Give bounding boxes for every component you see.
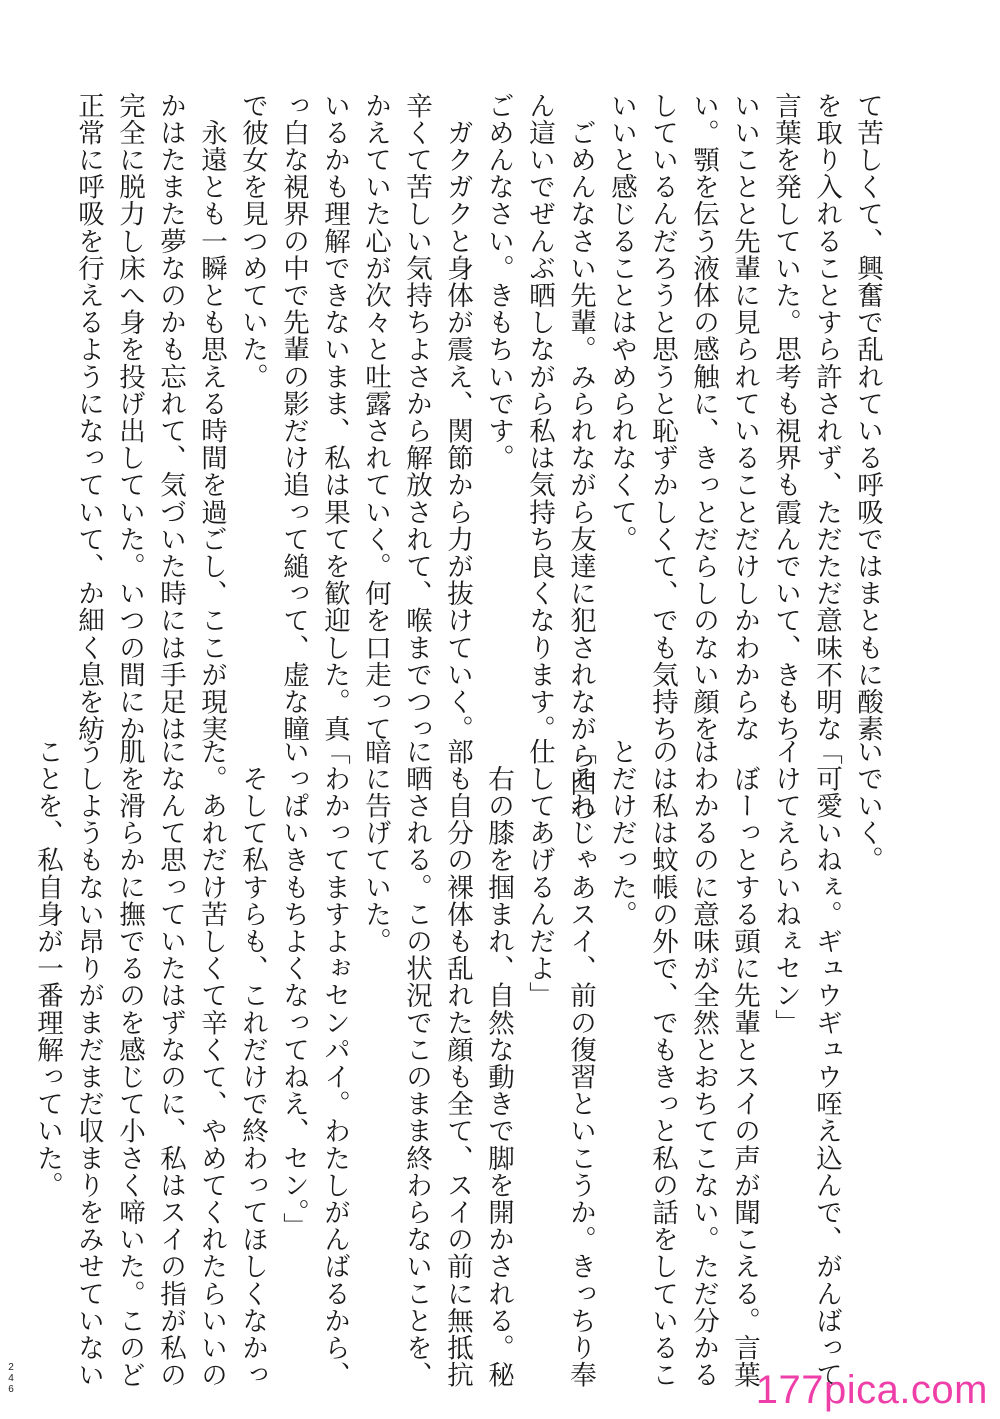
lower-text-block: [32, 738, 888, 1389]
page-number: [0, 1362, 22, 1395]
text-column: た。あれだけ苦しくて辛くて、やめてくれたらいいの: [196, 738, 227, 1389]
page-number-digit: 6: [8, 1384, 14, 1395]
text-column: そして私すらも、これだけで終わってほしくなかっ: [237, 738, 268, 1389]
text-column: ガクガクと身体が震え、関節から力が抜けていく。: [442, 92, 473, 743]
text-column: イけてえらいねぇセン」: [770, 738, 801, 1037]
text-column: 辛くて苦しい気持ちよさから解放されて、喉までつっ: [401, 92, 432, 743]
text-column: かはたまた夢なのかも忘れて、気づいた時には手足は: [155, 92, 186, 743]
text-column: ごめんなさい。きもちいです。: [483, 92, 514, 472]
page-number-digit: 4: [8, 1373, 14, 1384]
text-column: 仕してあげるんだよ」: [524, 738, 555, 1009]
text-column: とだけだった。: [606, 738, 637, 928]
text-column: いるかも理解できないまま、私は果てを歓迎した。真: [319, 92, 350, 743]
text-column: 暗に告げていた。: [360, 738, 391, 955]
text-column: っ白な視界の中で先輩の影だけ追って縋って、虚な瞳: [278, 92, 309, 743]
text-column: ん這いでぜんぶ晒しながら私は気持ち良くなります。: [524, 92, 555, 743]
text-column: いっぱいきもちよくなってねえ、セン。」: [278, 738, 309, 1240]
text-column: ぼーっとする頭に先輩とスイの声が聞こえる。言葉: [729, 738, 760, 1389]
text-column: うしようもない昂りがまだまだ収まりをみせていない: [73, 738, 104, 1389]
text-column: 「可愛いねぇ。ギュウギュウ咥え込んで、がんばって: [811, 738, 842, 1389]
text-column: 右の膝を掴まれ、自然な動きで脚を開かされる。秘: [483, 738, 514, 1389]
text-column: いいことと先輩に見られていることだけしかわからな: [729, 92, 760, 743]
page-number-digit: 2: [8, 1362, 14, 1373]
text-column: 正常に呼吸を行えるようになっていて、か細く息を紡: [73, 92, 104, 743]
text-column: い。顎を伝う液体の感触に、きっとだらしのない顔を: [688, 92, 719, 743]
text-column: 肌を滑らかに撫でるのを感じて小さく啼いた。このど: [114, 738, 145, 1389]
text-column: 言葉を発していた。思考も視界も霞んでいて、きもち: [770, 92, 801, 743]
text-column: 完全に脱力し床へ身を投げ出していた。いつの間にか: [114, 92, 145, 743]
text-column: しているんだろうと思うと恥ずかしくて、でも気持ち: [647, 92, 678, 743]
text-column: いでいく。: [852, 738, 883, 874]
text-column: 「それじゃあスイ、前の復習といこうか。きっちり奉: [565, 738, 596, 1389]
text-column: いいと感じることはやめられなくて。: [606, 92, 637, 553]
text-column: ごめんなさい先輩。みられながら友達に犯されながら四つ: [565, 92, 596, 824]
text-column: ことを、私自身が一番理解っていた。: [32, 738, 63, 1199]
text-column: を取り入れることすら許されず、ただただ意味不明な: [811, 92, 842, 743]
text-column: て苦しくて、興奮で乱れている呼吸ではまともに酸素: [852, 92, 883, 743]
text-column: 部も自分の裸体も乱れた顔も全て、スイの前に無抵抗: [442, 738, 473, 1389]
text-column: かえていた心が次々と吐露されていく。何を口走って: [360, 92, 391, 743]
text-column: に晒される。この状況でこのまま終わらないことを、: [401, 738, 432, 1389]
text-column: になんて思っていたはずなのに、私はスイの指が私の: [155, 738, 186, 1389]
text-column: 永遠とも一瞬とも思える時間を過ごし、ここが現実: [196, 92, 227, 743]
text-column: のは私は蚊帳の外で、でもきっと私の話をしているこ: [647, 738, 678, 1389]
text-column: はわかるのに意味が全然とおちてこない。ただ分かる: [688, 738, 719, 1389]
text-column: で彼女を見つめていた。: [237, 92, 268, 391]
text-column: 「わかってますよぉセンパイ。わたしがんばるから、: [319, 738, 350, 1389]
watermark-link[interactable]: 177pica.com: [755, 1368, 988, 1412]
